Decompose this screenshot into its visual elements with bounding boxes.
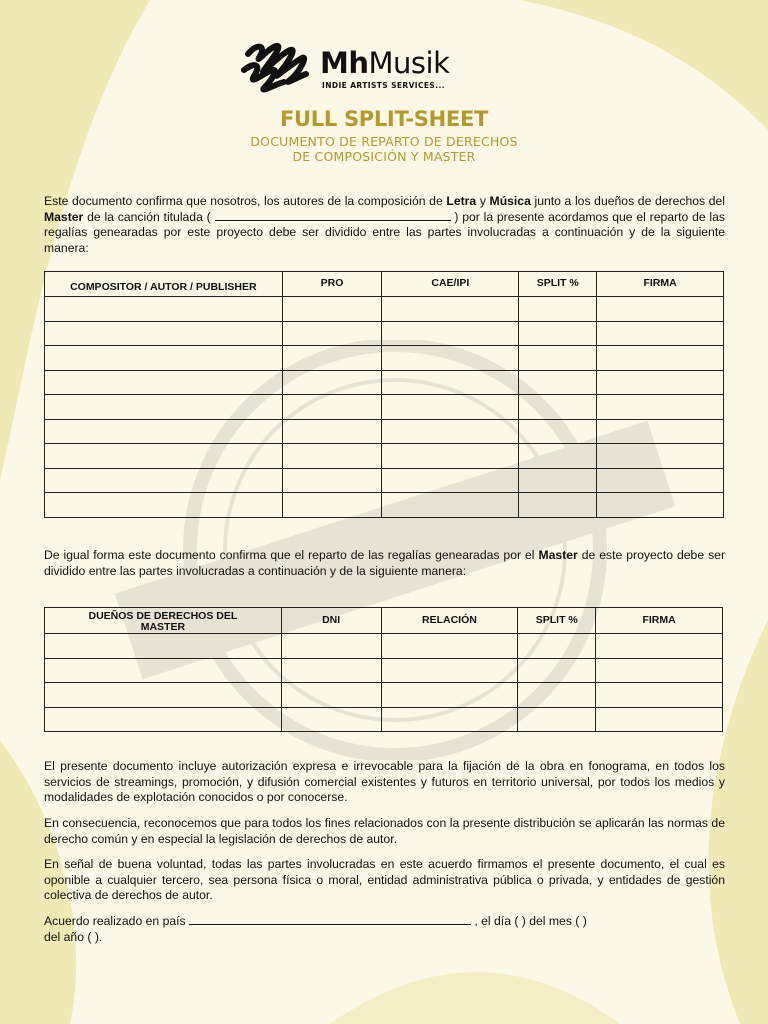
composers-table-cell[interactable] bbox=[282, 395, 382, 420]
brand-name-bold: Mh bbox=[320, 46, 369, 80]
master-table-body bbox=[45, 634, 723, 732]
composers-table-cell[interactable] bbox=[282, 468, 382, 493]
composers-table-cell[interactable] bbox=[597, 297, 724, 322]
composers-table-cell[interactable] bbox=[597, 321, 724, 346]
subtitle-line-1: DOCUMENTO DE REPARTO DE DERECHOS bbox=[250, 134, 518, 149]
composers-table-cell[interactable] bbox=[45, 493, 283, 518]
composers-table-cell[interactable] bbox=[382, 493, 519, 518]
intro-text-5: ) por la presente acordamos que el reparto de las regalías genearadas por este proyecto debe ser dividido entre las partes involucradas a continuación y de la siguiente manera: bbox=[44, 209, 726, 255]
master-table-cell[interactable] bbox=[45, 658, 282, 683]
master-bold: Master bbox=[538, 548, 578, 562]
intro-paragraph bbox=[44, 194, 725, 256]
composers-table-cell[interactable] bbox=[282, 321, 382, 346]
clause-legal-norms: En consecuencia, reconocemos que para todos los fines relacionados con la presente distribución se aplicarán las normas de derecho común y en especial la legislación de derechos de autor. bbox=[44, 816, 725, 846]
master-table-cell[interactable] bbox=[518, 634, 596, 659]
composers-table-cell[interactable] bbox=[597, 346, 724, 371]
composers-table-cell[interactable] bbox=[282, 297, 382, 322]
composers-table-cell[interactable] bbox=[282, 370, 382, 395]
master-table-cell[interactable] bbox=[281, 683, 381, 708]
master-header-row bbox=[45, 608, 723, 634]
composers-table-cell[interactable] bbox=[519, 419, 597, 444]
composers-table-cell[interactable] bbox=[519, 297, 597, 322]
master-text-2: de este proyecto debe ser dividido entre las partes involucradas a continuación y de la siguiente manera: bbox=[44, 548, 725, 578]
master-table-row bbox=[45, 658, 723, 683]
composers-table-cell[interactable] bbox=[45, 346, 283, 371]
composers-table-row bbox=[45, 346, 724, 371]
master-paragraph bbox=[44, 548, 725, 579]
col-header-pro: PRO bbox=[282, 272, 382, 297]
scribble-logo-icon bbox=[240, 40, 312, 98]
master-table-row bbox=[45, 707, 723, 732]
composers-table-cell[interactable] bbox=[597, 468, 724, 493]
master-table-cell[interactable] bbox=[381, 634, 518, 659]
composers-split-table bbox=[44, 271, 724, 518]
intro-bold-musica: Música bbox=[489, 194, 531, 208]
composers-table-cell[interactable] bbox=[282, 419, 382, 444]
composers-table-cell[interactable] bbox=[382, 444, 519, 469]
col-header-master-firma: FIRMA bbox=[596, 608, 723, 634]
brand-logo bbox=[240, 40, 500, 100]
intro-text-3: junto a los dueños de derechos del bbox=[530, 194, 725, 208]
composers-table-cell[interactable] bbox=[382, 321, 519, 346]
col-header-split: SPLIT % bbox=[519, 272, 597, 297]
composers-table-cell[interactable] bbox=[519, 346, 597, 371]
agreement-paragraph bbox=[44, 914, 725, 945]
composers-table-cell[interactable] bbox=[282, 444, 382, 469]
master-table-cell[interactable] bbox=[518, 683, 596, 708]
composers-table-row bbox=[45, 493, 724, 518]
master-table-cell[interactable] bbox=[45, 634, 282, 659]
intro-bold-master: Master bbox=[44, 209, 84, 224]
master-table-cell[interactable] bbox=[381, 707, 518, 732]
composers-table-cell[interactable] bbox=[282, 493, 382, 518]
composers-table-row bbox=[45, 419, 724, 444]
composers-table-cell[interactable] bbox=[45, 419, 283, 444]
composers-table-cell[interactable] bbox=[597, 493, 724, 518]
composers-table-cell[interactable] bbox=[597, 370, 724, 395]
composers-header-row bbox=[45, 272, 724, 297]
master-split-table bbox=[44, 607, 723, 732]
country-blank[interactable] bbox=[189, 924, 471, 925]
composers-table-cell[interactable] bbox=[519, 468, 597, 493]
agreement-line-2: del año ( ). bbox=[44, 929, 103, 944]
master-table-cell[interactable] bbox=[45, 707, 282, 732]
agreement-line-1 bbox=[44, 914, 725, 930]
col-header-master-split: SPLIT % bbox=[518, 608, 596, 634]
composers-table-cell[interactable] bbox=[282, 346, 382, 371]
composers-table-cell[interactable] bbox=[597, 444, 724, 469]
composers-table-cell[interactable] bbox=[45, 370, 283, 395]
master-table-cell[interactable] bbox=[281, 634, 381, 659]
clause-authorization: El presente documento incluye autorización expresa e irrevocable para la fijación de la obra en fonograma, en todos los servicios de streamings, promoción, y difusión comercial existentes y futuros en territorio universal, por todos los medios y modalidades de explotación conocidos o por conocerse. bbox=[44, 759, 725, 805]
master-table-cell[interactable] bbox=[518, 707, 596, 732]
composers-table-cell[interactable] bbox=[519, 493, 597, 518]
composers-table-cell[interactable] bbox=[382, 370, 519, 395]
agreement-text-2: , el día ( ) del mes ( ) bbox=[471, 914, 587, 928]
composers-table-cell[interactable] bbox=[382, 419, 519, 444]
master-table-cell[interactable] bbox=[596, 707, 723, 732]
composers-table-cell[interactable] bbox=[597, 419, 724, 444]
document-title: FULL SPLIT-SHEET bbox=[279, 107, 489, 131]
agreement-text-1: Acuerdo realizado en país bbox=[44, 914, 189, 928]
composers-table-row bbox=[45, 468, 724, 493]
composers-table-cell[interactable] bbox=[597, 395, 724, 420]
col-header-master-owner: DUEÑOS DE DERECHOS DEL MASTER bbox=[45, 608, 282, 634]
master-table-cell[interactable] bbox=[596, 634, 723, 659]
composers-table-cell[interactable] bbox=[382, 346, 519, 371]
col-header-cae-ipi: CAE/IPI bbox=[382, 272, 519, 297]
composers-table-row bbox=[45, 370, 724, 395]
document-subtitle bbox=[0, 134, 768, 164]
master-table-cell[interactable] bbox=[596, 683, 723, 708]
composers-table-cell[interactable] bbox=[45, 468, 283, 493]
clause-good-faith: En señal de buena voluntad, todas las partes involucradas en este acuerdo firmamos el presente documento, el cual es oponible a cualquier tercero, sea persona física o moral, entidad administrativa pública o privada, y entidades de gestión colectiva de derechos de autor. bbox=[44, 857, 725, 903]
composers-table-cell[interactable] bbox=[45, 297, 283, 322]
master-table-cell[interactable] bbox=[381, 658, 518, 683]
intro-text-4: de la canción titulada ( bbox=[83, 209, 215, 224]
master-table-cell[interactable] bbox=[281, 658, 381, 683]
song-title-blank[interactable] bbox=[215, 220, 451, 221]
intro-text-1: Este documento confirma que nosotros, los autores de la composición de bbox=[44, 194, 447, 208]
col-header-relacion: RELACIÓN bbox=[381, 608, 518, 634]
col-header-dni: DNI bbox=[281, 608, 381, 634]
master-table-cell[interactable] bbox=[596, 658, 723, 683]
composers-table-row bbox=[45, 297, 724, 322]
composers-table-row bbox=[45, 395, 724, 420]
composers-table-row bbox=[45, 444, 724, 469]
master-text-1: De igual forma este documento confirma que el reparto de las regalías genearadas por el bbox=[44, 548, 539, 562]
brand-tagline: INDIE ARTISTS SERVICES... bbox=[322, 81, 445, 90]
composers-table-cell[interactable] bbox=[519, 370, 597, 395]
composers-table-cell[interactable] bbox=[45, 395, 283, 420]
intro-text-2: y bbox=[476, 194, 490, 208]
brand-name-light: Musik bbox=[368, 46, 450, 80]
composers-table-cell[interactable] bbox=[382, 297, 519, 322]
col-header-firma: FIRMA bbox=[597, 272, 724, 297]
master-table-cell[interactable] bbox=[45, 683, 282, 708]
subtitle-line-2: DE COMPOSICIÓN Y MASTER bbox=[292, 149, 476, 164]
composers-table-cell[interactable] bbox=[382, 395, 519, 420]
master-table-cell[interactable] bbox=[281, 707, 381, 732]
composers-table-body bbox=[45, 297, 724, 518]
composers-table-row bbox=[45, 321, 724, 346]
composers-table-cell[interactable] bbox=[519, 321, 597, 346]
master-table-row bbox=[45, 683, 723, 708]
composers-table-cell[interactable] bbox=[382, 468, 519, 493]
composers-table-cell[interactable] bbox=[519, 395, 597, 420]
master-table-cell[interactable] bbox=[381, 683, 518, 708]
col-header-composer: COMPOSITOR / AUTOR / PUBLISHER bbox=[45, 272, 283, 297]
intro-bold-letra: Letra bbox=[446, 194, 477, 208]
brand-wordmark bbox=[320, 46, 449, 80]
master-table-row bbox=[45, 634, 723, 659]
composers-table-cell[interactable] bbox=[45, 321, 283, 346]
composers-table-cell[interactable] bbox=[45, 444, 283, 469]
composers-table-cell[interactable] bbox=[519, 444, 597, 469]
master-table-cell[interactable] bbox=[518, 658, 596, 683]
